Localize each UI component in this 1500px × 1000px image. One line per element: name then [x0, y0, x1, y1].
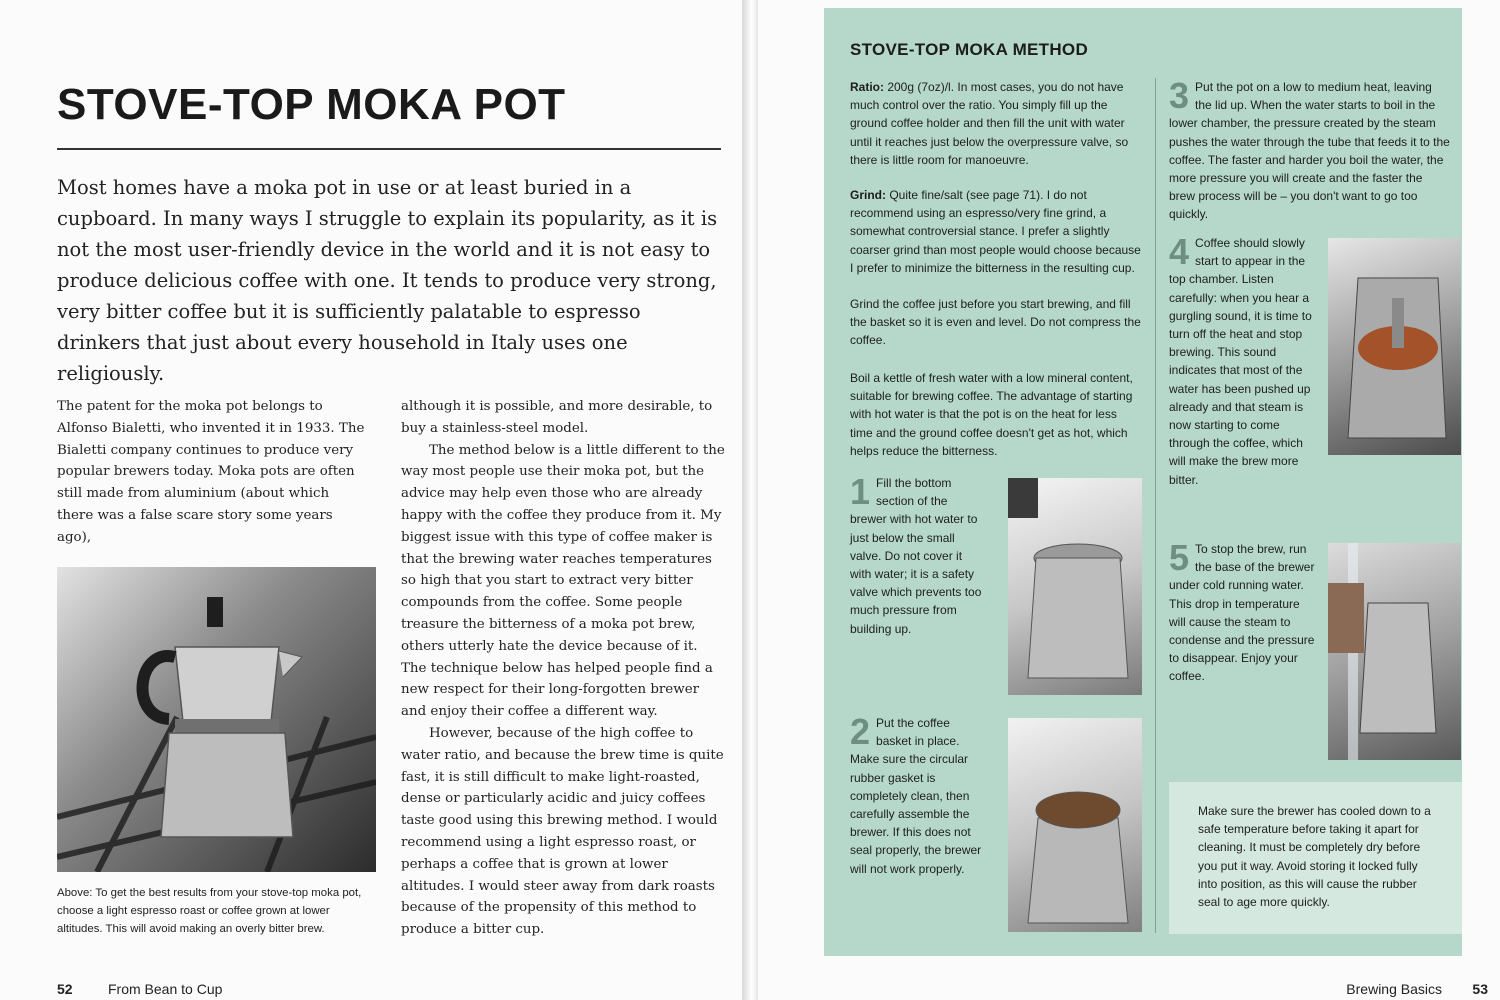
title-rule [57, 148, 721, 150]
step-4 [1169, 231, 1315, 489]
intro-paragraph: Most homes have a moka pot in use or at least buried in a cupboard. In many ways I struggle to explain its popularity, as it is not the most user-friendly device in the world and it is not easy to produce delicious coffee with one. It tends to produce very strong, very bitter coffee but it is sufficiently palatable to espresso drinkers that just about every household in Italy uses one religiously. [57, 176, 718, 385]
step-1 [850, 471, 984, 638]
method-title: STOVE-TOP MOKA METHOD [850, 40, 1089, 59]
step-5-photo [1328, 543, 1461, 760]
grind-text: Quite fine/salt (see page 71). I do not recommend using an espresso/very fine grind, a somewhat controversial stance. I prefer a slightly coarser grind than most people would choose because I prefer to minimize the bitterness in the resulting cup. [850, 188, 1141, 275]
step-text: Put the coffee basket in place. Make sure the circular rubber gasket is completely clean, then carefully assemble the brewer. If this does not seal properly, the brewer will not work properly. [850, 716, 982, 876]
body-paragraph: However, because of the high coffee to water ratio, and because the brew time is quite fast, it is still difficult to make light-roasted, dense or particularly acidic and juicy coffees taste good using this brewing method. I would recommend using a light espresso roast, or perhaps a coffee that is grown at lower altitudes. I would steer away from dark roasts because of the propensity of this method to produce a bitter cup. [401, 725, 724, 938]
body-paragraph: although it is possible, and more desirable, to buy a stainless-steel model. [401, 399, 713, 436]
step-number: 3 [1169, 75, 1190, 116]
step-number: 4 [1169, 231, 1190, 272]
page-number-left: 52 [57, 981, 73, 997]
step-2 [850, 711, 984, 878]
ratio-label: Ratio: [850, 80, 884, 94]
column-divider [1155, 78, 1156, 933]
page-number-right: 53 [1472, 981, 1488, 997]
boil-paragraph: Boil a kettle of fresh water with a low mineral content, suitable for brewing coffee. The advantage of starting with hot water is that the pot is on the heat for less time and the ground coffee doesn't get as hot, which helps reduce the bitterness. [850, 371, 1133, 458]
step-2-photo [1008, 718, 1142, 932]
book-gutter [742, 0, 758, 1000]
step-3 [1169, 75, 1451, 224]
moka-pot-stove-photo [57, 567, 376, 872]
step-number: 1 [850, 471, 871, 512]
step-text: Fill the bottom section of the brewer with hot water to just below the small valve. Do not cover it with water; it is a safety valve which prevents too much pressure from building up. [850, 476, 982, 636]
ratio-text: 200g (7oz)/l. In most cases, you do not have much control over the ratio. You simply fill up the ground coffee holder and then fill the unit with water until it reaches just below the overpressure valve, so there is little room for manoeuvre. [850, 80, 1129, 167]
body-paragraph: The method below is a little different to the way most people use their moka pot, but the advice may help even those who are already happy with the coffee they produce from it. My biggest issue with this type of coffee maker is that the brewing water reaches temperatures so high that you start to extract very bitter compounds from the coffee. Some people treasure the bitterness of a moka pot brew, others utterly hate the device because of it. The technique below has helped people find a new respect for their long-forgotten brewer and enjoy their coffee a different way. [401, 442, 725, 720]
running-footer-left: From Bean to Cup [108, 981, 223, 997]
step-text: To stop the brew, run the base of the brewer under cold running water. This drop in temperature will cause the steam to condense and the pressure to disappear. Enjoy your coffee. [1169, 542, 1315, 684]
step-text: Coffee should slowly start to appear in the top chamber. Listen carefully: when you hear a gurgling sound, it is time to turn off the heat and stop brewing. This sound indicates that most of the water has been pushed up already and that steam is now starting to come through the coffee, which will make the brew more bitter. [1169, 236, 1312, 487]
running-footer-right: Brewing Basics [1346, 981, 1442, 997]
step-4-photo [1328, 238, 1461, 455]
step-5 [1169, 537, 1315, 686]
safety-note: Make sure the brewer has cooled down to a safe temperature before taking it apart for cleaning. It must be completely dry before you put it way. Avoid storing it locked fully into position, as this will cause the rubber seal to age more quickly. [1198, 804, 1431, 910]
body-column-1: The patent for the moka pot belongs to Alfonso Bialetti, who invented it in 1933. The Bialetti company continues to produce very popular brewers today. Moka pots are often still made from aluminium (about which there was a false scare story some years ago), [57, 399, 365, 545]
step-text: Put the pot on a low to medium heat, leaving the lid up. When the water starts to boil in the lower chamber, the pressure created by the steam pushes the water through the tube that feeds it to the coffee. The faster and harder you boil the water, the more pressure you will create and the faster the brew process will be – you don't want to go too quickly. [1169, 80, 1450, 222]
grind-before-paragraph: Grind the coffee just before you start brewing, and fill the basket so it is even and level. Do not compress the coffee. [850, 297, 1141, 348]
step-number: 5 [1169, 537, 1190, 578]
ratio-paragraph [850, 78, 1142, 169]
photo-caption: Above: To get the best results from your stove-top moka pot, choose a light espresso roast or coffee grown at lower altitudes. This will avoid making an overly bitter brew. [57, 887, 362, 935]
step-number: 2 [850, 711, 871, 752]
page-title: STOVE-TOP MOKA POT [57, 80, 566, 129]
grind-label: Grind: [850, 188, 886, 202]
grind-paragraph [850, 186, 1142, 277]
step-1-photo [1008, 478, 1142, 695]
body-column-2 [401, 396, 727, 941]
